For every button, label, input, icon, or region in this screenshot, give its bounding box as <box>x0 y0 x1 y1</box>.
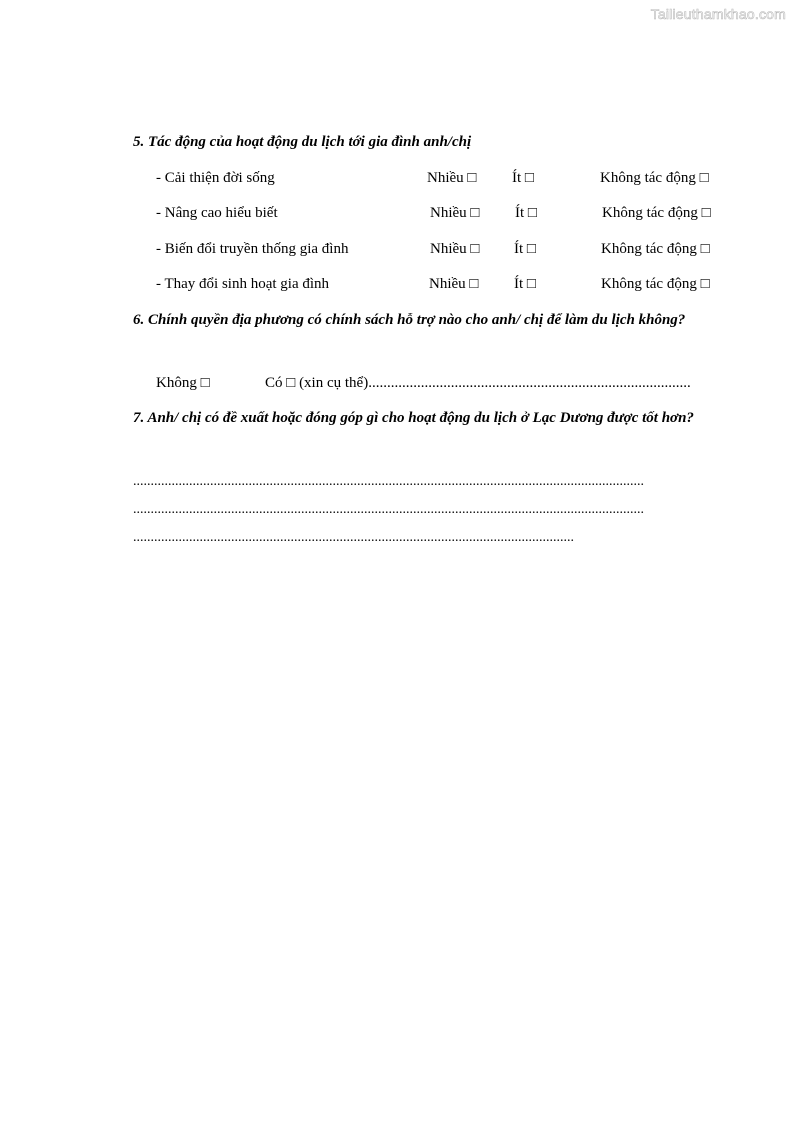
watermark: Tailieuthamkhao.com <box>650 6 786 22</box>
option-many-checkbox[interactable]: Nhiều □ <box>430 205 480 221</box>
q5-row-improve-life <box>156 168 721 188</box>
q5-row-label: - Biến đổi truyền thống gia đình <box>156 241 349 257</box>
option-no-checkbox[interactable]: Không □ <box>156 375 210 391</box>
option-many-checkbox[interactable]: Nhiều □ <box>429 276 479 292</box>
question-6-title: 6. Chính quyền địa phương có chính sách hỗ trợ nào cho anh/ chị để làm du lịch không? <box>133 312 686 328</box>
q5-row-family-activities <box>156 274 721 294</box>
option-no-impact-checkbox[interactable]: Không tác động □ <box>601 276 710 292</box>
option-no-impact-checkbox[interactable]: Không tác động □ <box>602 205 711 221</box>
answer-line[interactable]: .............................................................................................................................. <box>133 530 574 545</box>
q5-row-label: - Nâng cao hiểu biết <box>156 205 278 221</box>
q5-row-family-tradition <box>156 239 721 259</box>
option-no-impact-checkbox[interactable]: Không tác động □ <box>601 241 710 257</box>
q5-row-label: - Thay đổi sinh hoạt gia đình <box>156 276 330 292</box>
question-5-title: 5. Tác động của hoạt động du lịch tới gia đình anh/chị <box>133 134 472 150</box>
answer-line[interactable]: .................................................................................................................................................. <box>133 502 644 517</box>
option-yes-checkbox[interactable]: Có □ (xin cụ thể)...................................................................................... <box>265 375 691 391</box>
option-few-checkbox[interactable]: Ít □ <box>512 170 534 186</box>
q5-row-label: - Cải thiện đời sống <box>156 170 275 186</box>
option-many-checkbox[interactable]: Nhiều □ <box>427 170 477 186</box>
answer-line[interactable]: .................................................................................................................................................. <box>133 474 644 489</box>
option-many-checkbox[interactable]: Nhiều □ <box>430 241 480 257</box>
question-7-title: 7. Anh/ chị có đề xuất hoặc đóng góp gì cho hoạt động du lịch ở Lạc Dương được tốt hơn? <box>133 410 694 426</box>
option-no-impact-checkbox[interactable]: Không tác động □ <box>600 170 709 186</box>
q5-row-knowledge <box>156 203 721 223</box>
option-few-checkbox[interactable]: Ít □ <box>515 205 537 221</box>
option-few-checkbox[interactable]: Ít □ <box>514 276 536 292</box>
option-few-checkbox[interactable]: Ít □ <box>514 241 536 257</box>
